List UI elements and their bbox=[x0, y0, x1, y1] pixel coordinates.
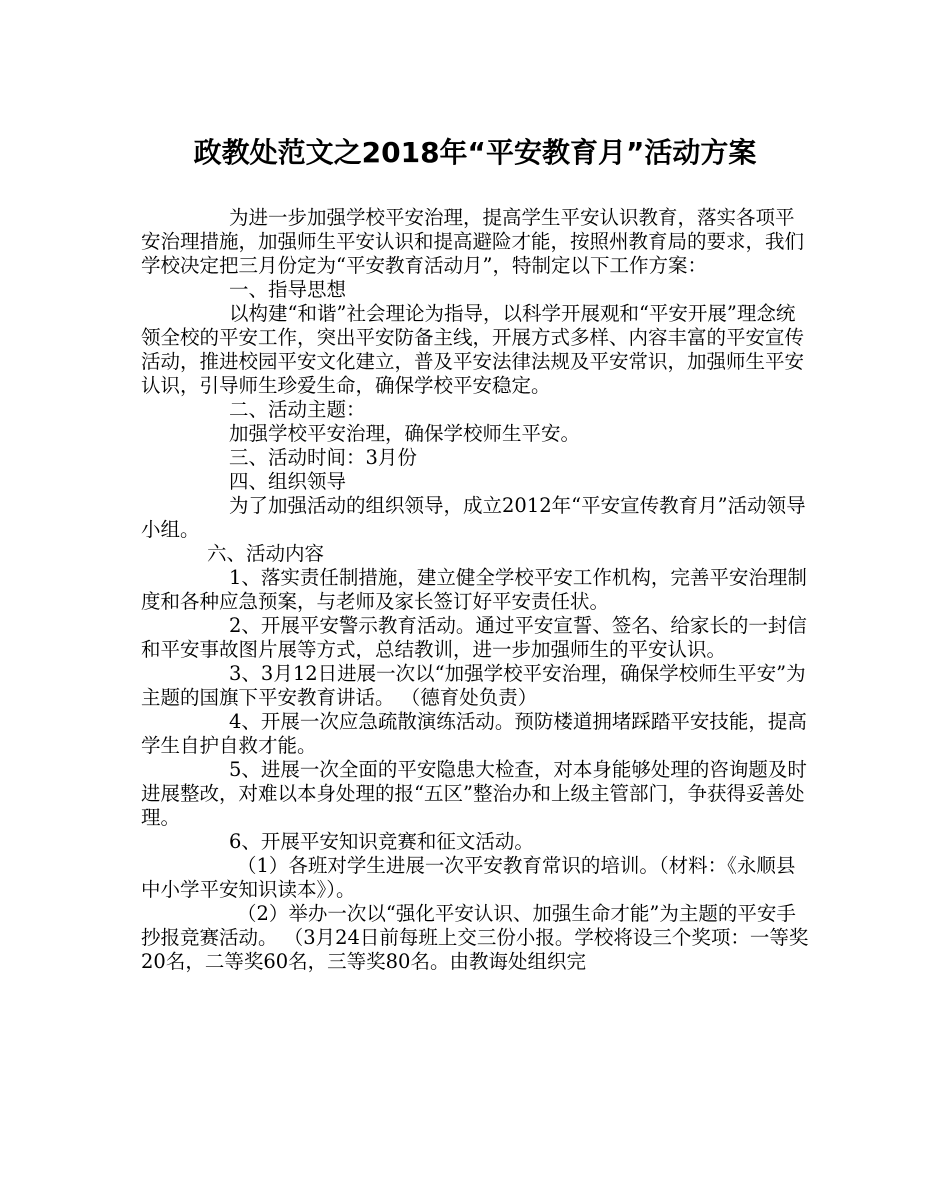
content-subitem-2: （2）举办一次以“强化平安认识、加强生命才能”为主题的平安手抄报竞赛活动。 （3月24日前每班上交三份小报。学校将设三个奖项：一等奖20名，二等奖60名，三等奖80名。由教诲处组织完 bbox=[141, 902, 809, 973]
section-heading-leadership: 四、组织领导 bbox=[229, 470, 347, 493]
guiding-ideology-paragraph: 以构建“和谐”社会理论为指导，以科学开展观和“平安开展”理念统领全校的平安工作，突出平安防备主线，开展方式多样、内容丰富的平安宣传活动，推进校园平安文化建立，普及平安法律法规及平安常识，加强师生平安认识，引导师生珍爱生命，确保学校平安稳定。 bbox=[141, 302, 805, 397]
content-item-3: 3、3月12日进展一次以“加强学校平安治理，确保学校师生平安”为主题的国旗下平安教育讲话。 （德育处负责） bbox=[141, 662, 806, 709]
document-title: 政教处范文之2018年“平安教育月”活动方案 bbox=[193, 136, 757, 169]
section-heading-activity-theme: 二、活动主题： bbox=[229, 398, 366, 421]
intro-paragraph: 为进一步加强学校平安治理，提高学生平安认识教育，落实各项平安治理措施，加强师生平安认识和提高避险才能，按照州教育局的要求，我们学校决定把三月份定为“平安教育活动月”，特制定以下工作方案： bbox=[141, 206, 805, 277]
leadership-paragraph: 为了加强活动的组织领导，成立2012年“平安宣传教育月”活动领导小组。 bbox=[141, 494, 806, 541]
content-item-2: 2、开展平安警示教育活动。通过平安宣誓、签名、给家长的一封信和平安事故图片展等方式，总结教训，进一步加强师生的平安认识。 bbox=[141, 614, 807, 661]
document-body bbox=[141, 206, 811, 974]
section-heading-activity-content: 六、活动内容 bbox=[207, 542, 325, 565]
content-item-1: 1、落实责任制措施，建立健全学校平安工作机构，完善平安治理制度和各种应急预案，与老师及家长签订好平安责任状。 bbox=[141, 566, 807, 613]
content-item-5: 5、进展一次全面的平安隐患大检查，对本身能够处理的咨询题及时进展整改，对难以本身处理的报“五区”整治办和上级主管部门，争获得妥善处理。 bbox=[141, 758, 807, 829]
section-heading-guiding-ideology: 一、指导思想 bbox=[229, 278, 347, 301]
content-item-6: 6、开展平安知识竞赛和征文活动。 bbox=[229, 830, 534, 853]
section-heading-activity-time: 三、活动时间：3月份 bbox=[229, 446, 417, 469]
activity-theme-text: 加强学校平安治理，确保学校师生平安。 bbox=[229, 422, 581, 445]
content-subitem-1: （1）各班对学生进展一次平安教育常识的培训。（材料：《永顺县中小学平安知识读本》）。 bbox=[141, 854, 796, 901]
content-item-4: 4、开展一次应急疏散演练活动。预防楼道拥堵踩踏平安技能，提高学生自护自救才能。 bbox=[141, 710, 807, 757]
